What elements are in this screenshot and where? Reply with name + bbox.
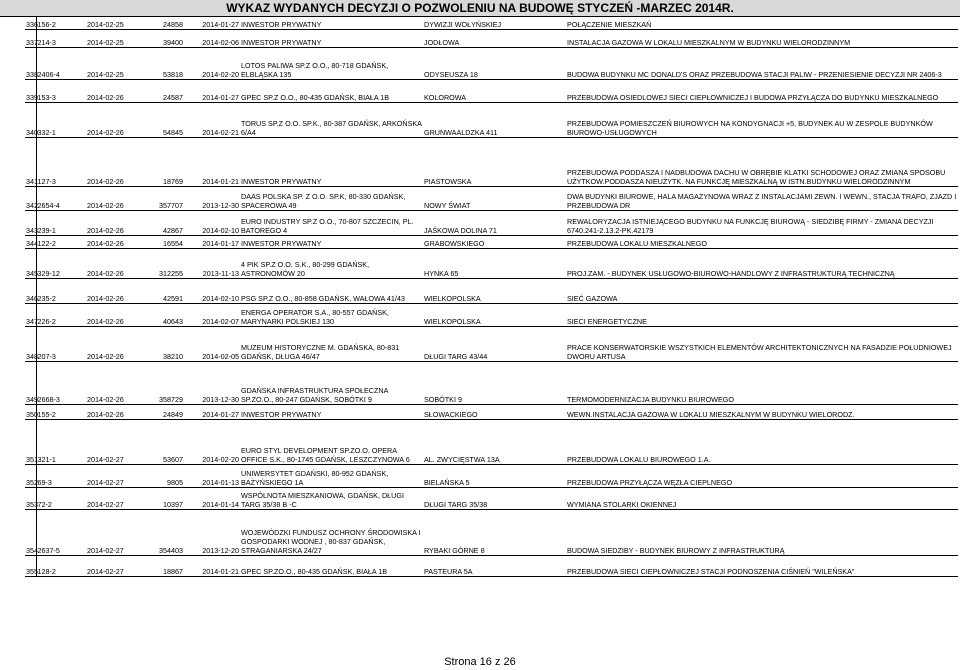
cell-no: 337 xyxy=(25,30,36,48)
cell-dt: 2014-02-20 xyxy=(184,48,240,80)
cell-desc: PRZEBUDOWA PODDASZA I NADBUDOWA DACHU W OBRĘBIE KLATKI SCHODOWEJ ORAZ ZMIANA SPOSOBU UŻYTKOW.PODDASZA NIEUŻYTK. NA FUNKCJĘ MIESZKALNĄ W ISTN.BUDYNKU WIELORODZINNYM xyxy=(566,138,958,187)
cell-date: 2014-02-26 xyxy=(86,187,148,211)
cell-dt: 2014-01-13 xyxy=(184,465,240,488)
cell-date: 2014-02-27 xyxy=(86,420,148,465)
cell-id: 18867 xyxy=(148,556,184,577)
cell-id: 312255 xyxy=(148,249,184,279)
cell-investor: LOTOS PALIWA SP.Z O.O., 80-718 GDAŃSK, ELBLĄSKA 135 xyxy=(240,48,423,80)
cell-investor: MUZEUM HISTORYCZNE M. GDAŃSKA, 80-831 GDAŃSK, DŁUGA 46/47 xyxy=(240,327,423,362)
page-number: Strona 16 z 26 xyxy=(444,656,516,668)
cell-dt: 2014-02-10 xyxy=(184,211,240,236)
cell-date: 2014-02-26 xyxy=(86,405,148,420)
cell-address: KOLOROWA xyxy=(423,80,566,103)
cell-investor: GPEC SP.Z O.O., 80-435 GDAŃSK, BIAŁA 1B xyxy=(240,80,423,103)
table-row xyxy=(25,488,958,510)
cell-address: HYNKA 65 xyxy=(423,249,566,279)
table-row xyxy=(25,16,958,30)
cell-id: 18769 xyxy=(148,138,184,187)
cell-date: 2014-02-26 xyxy=(86,138,148,187)
cell-desc: WEWN.INSTALACJA GAZOWA W LOKALU MIESZKALNYM W BUDYNKU WIELORODZ. xyxy=(566,405,958,420)
cell-desc: DWA BUDYNKI BIUROWE, HALA MAGAZYNOWA WRAZ Z INSTALACJAMI ZEWN. I WEWN., STACJA TRAFO, ZJAZD I PRZEBUDOWA DR xyxy=(566,187,958,211)
cell-dt: 2014-02-07 xyxy=(184,304,240,327)
cell-dt: 2014-02-06 xyxy=(184,30,240,48)
cell-desc: PRZEBUDOWA LOKALU MIESZKALNEGO xyxy=(566,236,958,249)
cell-desc: BUDOWA SIEDZIBY - BUDYNEK BIUROWY Z INFRASTRUKTURĄ xyxy=(566,510,958,556)
cell-date: 2014-02-26 xyxy=(86,304,148,327)
cell-id: 9805 xyxy=(148,465,184,488)
cell-no: 352 xyxy=(25,465,36,488)
cell-investor: ENERGA OPERATOR S.A., 80-557 GDAŃSK, MARYNARKI POLSKIEJ 130 xyxy=(240,304,423,327)
cell-address: PASTEURA 5A xyxy=(423,556,566,577)
cell-no: 338 xyxy=(25,48,36,80)
cell-date: 2014-02-26 xyxy=(86,327,148,362)
cell-investor: 4 PIK SP.Z O.O. S.K., 80-299 GDAŃSK, ASTRONOMÓW 20 xyxy=(240,249,423,279)
cell-address: GRABOWSKIEGO xyxy=(423,236,566,249)
page-title: WYKAZ WYDANYCH DECYZJI O POZWOLENIU NA BUDOWĘ STYCZEŃ -MARZEC 2014R. xyxy=(0,0,960,17)
cell-no: 340 xyxy=(25,103,36,138)
cell-no: 349 xyxy=(25,362,36,405)
cell-dt: 2014-01-21 xyxy=(184,556,240,577)
cell-no: 345 xyxy=(25,249,36,279)
cell-dt: 2014-02-21 xyxy=(184,103,240,138)
cell-investor: WSPÓLNOTA MIESZKANIOWA, GDAŃSK, DŁUGI TARG 35/38 B -C xyxy=(240,488,423,510)
cell-num: 155-2 xyxy=(36,405,86,420)
cell-investor: INWESTOR PRYWATNY xyxy=(240,138,423,187)
cell-dt: 2013-12-30 xyxy=(184,187,240,211)
cell-no: 342 xyxy=(25,187,36,211)
table-row xyxy=(25,279,958,304)
table-row xyxy=(25,138,958,187)
cell-dt: 2014-02-20 xyxy=(184,420,240,465)
cell-date: 2014-02-25 xyxy=(86,16,148,30)
cell-investor: INWESTOR PRYWATNY xyxy=(240,236,423,249)
cell-num: 72-2 xyxy=(36,488,86,510)
cell-dt: 2014-01-21 xyxy=(184,138,240,187)
table-row xyxy=(25,510,958,556)
cell-desc: PROJ.ZAM. - BUDYNEK USŁUGOWO-BIUROWO-HANDLOWY Z INFRASTRUKTURĄ TECHNICZNĄ xyxy=(566,249,958,279)
cell-investor: EURO INDUSTRY SP.Z O.O., 70-807 SZCZECIN, PL. BATOREGO 4 xyxy=(240,211,423,236)
cell-num: 2637-5 xyxy=(36,510,86,556)
table-row xyxy=(25,80,958,103)
cell-id: 53818 xyxy=(148,48,184,80)
cell-id: 54845 xyxy=(148,103,184,138)
cell-date: 2014-02-26 xyxy=(86,249,148,279)
cell-no: 351 xyxy=(25,420,36,465)
cell-no: 343 xyxy=(25,211,36,236)
cell-desc: REWALORYZACJA ISTNIEJĄCEGO BUDYNKU NA FUNKCJĘ BIUROWĄ - SIEDZIBĘ FIRMY - ZMIANA DECYZJI 6740.241-2.13.2-PK.42179 xyxy=(566,211,958,236)
cell-investor: INWESTOR PRYWATNY xyxy=(240,16,423,30)
table-row xyxy=(25,405,958,420)
table-row xyxy=(25,249,958,279)
cell-desc: PRZEBUDOWA PRZYŁĄCZA WĘZŁA CIEPLNEGO xyxy=(566,465,958,488)
cell-no: 339 xyxy=(25,80,36,103)
cell-address: DYWIZJI WOŁYŃSKIEJ xyxy=(423,16,566,30)
cell-address: NOWY ŚWIAT xyxy=(423,187,566,211)
cell-num: 2668-3 xyxy=(36,362,86,405)
permit-register-table xyxy=(25,16,958,577)
cell-dt: 2014-02-05 xyxy=(184,327,240,362)
cell-address: RYBAKI GÓRNE 8 xyxy=(423,510,566,556)
cell-desc: BUDOWA BUDYNKU MC DONALD'S ORAZ PRZEBUDOWA STACJI PALIW - PRZENIESIENIE DECYZJI NR 2406-3 xyxy=(566,48,958,80)
cell-investor: UNIWERSYTET GDAŃSKI, 80-952 GDAŃSK, BAŻYŃSKIEGO 1A xyxy=(240,465,423,488)
cell-num: 122-2 xyxy=(36,236,86,249)
cell-id: 42867 xyxy=(148,211,184,236)
cell-desc: POŁĄCZENIE MIESZKAŃ xyxy=(566,16,958,30)
cell-id: 24587 xyxy=(148,80,184,103)
cell-desc: PRZEBUDOWA OSIEDLOWEJ SIECI CIEPŁOWNICZEJ I BUDOWA PRZYŁĄCZA DO BUDYNKU MIESZKALNEGO xyxy=(566,80,958,103)
cell-id: 354403 xyxy=(148,510,184,556)
cell-no: 355 xyxy=(25,556,36,577)
cell-dt: 2014-02-10 xyxy=(184,279,240,304)
cell-num: 156-2 xyxy=(36,16,86,30)
cell-id: 40643 xyxy=(148,304,184,327)
cell-num: 226-2 xyxy=(36,304,86,327)
cell-desc: WYMIANA STOLARKI OKIENNEJ xyxy=(566,488,958,510)
cell-num: 69-3 xyxy=(36,465,86,488)
table-row xyxy=(25,236,958,249)
cell-desc: INSTALACJA GAZOWA W LOKALU MIESZKALNYM W BUDYNKU WIELORODZINNYM xyxy=(566,30,958,48)
cell-dt: 2014-01-27 xyxy=(184,405,240,420)
cell-investor: EURO STYL DEVELOPMENT SP.ZO.O. OPERA OFFICE S.K., 80-1745 GDAŃSK, LESZCZYNOWA 6 xyxy=(240,420,423,465)
cell-investor: INWESTOR PRYWATNY xyxy=(240,30,423,48)
cell-date: 2014-02-27 xyxy=(86,488,148,510)
cell-num: 329-12 xyxy=(36,249,86,279)
cell-num: 332-1 xyxy=(36,103,86,138)
cell-dt: 2013-12-20 xyxy=(184,510,240,556)
cell-date: 2014-02-27 xyxy=(86,465,148,488)
table-row xyxy=(25,48,958,80)
cell-investor: WOJEWÓDZKI FUNDUSZ OCHRONY ŚRODOWISKA I GOSPODARKI WODNEJ , 80-837 GDAŃSK, STRAGANIARSKA 24/27 xyxy=(240,510,423,556)
cell-no: 344 xyxy=(25,236,36,249)
cell-no: 350 xyxy=(25,405,36,420)
cell-num: 2406-4 xyxy=(36,48,86,80)
cell-address: JODŁOWA xyxy=(423,30,566,48)
cell-num: 153-3 xyxy=(36,80,86,103)
cell-dt: 2014-01-14 xyxy=(184,488,240,510)
cell-num: 127-3 xyxy=(36,138,86,187)
cell-id: 10397 xyxy=(148,488,184,510)
cell-date: 2014-02-26 xyxy=(86,279,148,304)
cell-date: 2014-02-25 xyxy=(86,48,148,80)
cell-desc: PRZEBUDOWA SIECI CIEPŁOWNICZEJ STACJI PODNOSZENIA CIŚNIEŃ "WILEŃSKA" xyxy=(566,556,958,577)
cell-date: 2014-02-26 xyxy=(86,103,148,138)
cell-desc: SIEĆ GAZOWA xyxy=(566,279,958,304)
cell-no: 336 xyxy=(25,16,36,30)
cell-date: 2014-02-26 xyxy=(86,80,148,103)
table-row xyxy=(25,30,958,48)
cell-num: 207-3 xyxy=(36,327,86,362)
cell-investor: GPEC SP.ZO.O., 80-435 GDAŃSK, BIAŁA 1B xyxy=(240,556,423,577)
cell-dt: 2014-01-27 xyxy=(184,80,240,103)
cell-date: 2014-02-25 xyxy=(86,30,148,48)
cell-address: JAŚKOWA DOLINA 71 xyxy=(423,211,566,236)
cell-address: WIELKOPOLSKA xyxy=(423,304,566,327)
cell-num: 2654-4 xyxy=(36,187,86,211)
cell-id: 16554 xyxy=(148,236,184,249)
cell-address: DŁUGI TARG 43/44 xyxy=(423,327,566,362)
cell-address: ODYSEUSZA 18 xyxy=(423,48,566,80)
cell-investor: GDAŃSKA INFRASTRUKTURA SPOŁECZNA SP.ZO.O., 80-247 GDAŃSK, SOBÓTKI 9 xyxy=(240,362,423,405)
cell-investor: PSG SP.Z O.O., 80-858 GDAŃSK, WAŁOWA 41/43 xyxy=(240,279,423,304)
cell-num: 239-1 xyxy=(36,211,86,236)
cell-desc: PRZEBUDOWA LOKALU BIUROWEGO 1.A. xyxy=(566,420,958,465)
cell-id: 42591 xyxy=(148,279,184,304)
cell-dt: 2013-11-13 xyxy=(184,249,240,279)
table-row xyxy=(25,362,958,405)
cell-no: 347 xyxy=(25,304,36,327)
cell-num: 321-1 xyxy=(36,420,86,465)
cell-address: BIELAŃSKA 5 xyxy=(423,465,566,488)
cell-dt: 2014-01-17 xyxy=(184,236,240,249)
cell-num: 235-2 xyxy=(36,279,86,304)
table-row xyxy=(25,420,958,465)
cell-date: 2014-02-26 xyxy=(86,211,148,236)
cell-address: AL. ZWYCIĘSTWA 13A xyxy=(423,420,566,465)
cell-desc: SIECI ENERGETYCZNE xyxy=(566,304,958,327)
cell-address: DŁUGI TARG 35/38 xyxy=(423,488,566,510)
cell-id: 38210 xyxy=(148,327,184,362)
cell-id: 357707 xyxy=(148,187,184,211)
cell-investor: TORUS SP.Z O.O. SP.K., 80-387 GDAŃSK, ARKOŃSKA 6/A4 xyxy=(240,103,423,138)
table-row xyxy=(25,211,958,236)
cell-desc: TERMOMODERNIZACJA BUDYNKU BIUROWEGO xyxy=(566,362,958,405)
table-row xyxy=(25,465,958,488)
cell-address: WIELKOPOLSKA xyxy=(423,279,566,304)
cell-id: 39400 xyxy=(148,30,184,48)
table-row xyxy=(25,327,958,362)
cell-id: 24849 xyxy=(148,405,184,420)
cell-desc: PRACE KONSERWATORSKIE WSZYSTKICH ELEMENTÓW ARCHITEKTONICZNYCH NA FASADZIE POŁUDNIOWEJ DWORU ARTUSA xyxy=(566,327,958,362)
cell-id: 24858 xyxy=(148,16,184,30)
table-row xyxy=(25,556,958,577)
table-row xyxy=(25,304,958,327)
cell-id: 53607 xyxy=(148,420,184,465)
cell-address: SŁOWACKIEGO xyxy=(423,405,566,420)
cell-no: 341 xyxy=(25,138,36,187)
cell-num: 128-2 xyxy=(36,556,86,577)
cell-date: 2014-02-27 xyxy=(86,510,148,556)
cell-address: GRUNWAALDZKA 411 xyxy=(423,103,566,138)
table-row xyxy=(25,103,958,138)
cell-investor: INWESTOR PRYWATNY xyxy=(240,405,423,420)
cell-no: 354 xyxy=(25,510,36,556)
cell-dt: 2013-12-30 xyxy=(184,362,240,405)
cell-dt: 2014-01-27 xyxy=(184,16,240,30)
cell-no: 348 xyxy=(25,327,36,362)
cell-id: 358729 xyxy=(148,362,184,405)
cell-address: PIASTOWSKA xyxy=(423,138,566,187)
cell-date: 2014-02-27 xyxy=(86,556,148,577)
cell-date: 2014-02-26 xyxy=(86,362,148,405)
cell-date: 2014-02-26 xyxy=(86,236,148,249)
cell-no: 353 xyxy=(25,488,36,510)
cell-investor: DAAS POLSKA SP. Z O.O. SP.K, 80-330 GDAŃSK, SPACEROWA 49 xyxy=(240,187,423,211)
cell-no: 346 xyxy=(25,279,36,304)
table-row xyxy=(25,187,958,211)
cell-num: 214-3 xyxy=(36,30,86,48)
cell-desc: PRZEBUDOWA POMIESZCZEŃ BIUROWYCH NA KONDYGNACJI +5, BUDYNEK AU W ZESPOLE BUDYNKÓW BIUROWO-USŁUGOWYCH xyxy=(566,103,958,138)
cell-address: SOBÓTKI 9 xyxy=(423,362,566,405)
